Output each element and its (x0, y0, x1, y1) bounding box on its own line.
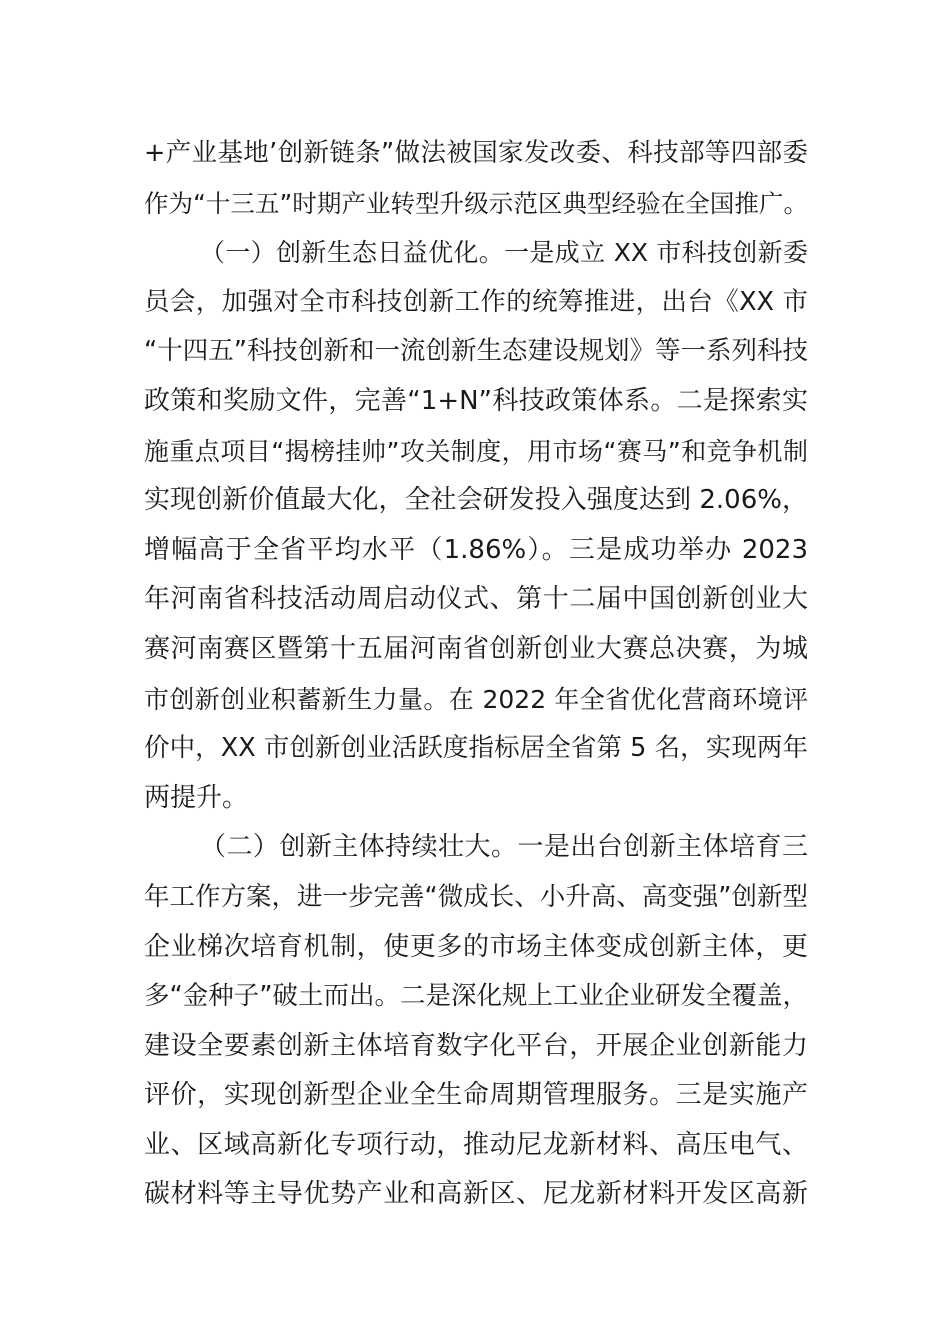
text-line: 建设全要素创新主体培育数字化平台，开展企业创新能力 (144, 1030, 808, 1061)
document-body (144, 129, 808, 1220)
text-line: 政策和奖励文件，完善“1+N”科技政策体系。二是探索实 (144, 385, 808, 416)
text-line: 施重点项目“揭榜挂帅”攻关制度，用市场“赛马”和竞争机制 (144, 436, 808, 466)
text-line: 碳材料等主导优势产业和高新区、尼龙新材料开发区高新 (144, 1179, 808, 1210)
text-line: +产业基地’创新链条”做法被国家发改委、科技部等四部委 (144, 138, 808, 168)
text-line: 实现创新价值最大化，全社会研发投入强度达到 2.06%， (144, 485, 808, 516)
text-line: 增幅高于全省平均水平（1.86%）。三是成功举办 2023 (144, 534, 808, 565)
paragraph-heading-line: （一）创新生态日益优化。一是成立 XX 市科技创新委 (200, 238, 808, 268)
text-line: 价中，XX 市创新创业活跃度指标居全省第 5 名，实现两年 (144, 733, 808, 764)
text-line: 多“金种子”破土而出。二是深化规上工业企业研发全覆盖， (144, 981, 808, 1012)
text-line: 业、区域高新化专项行动，推动尼龙新材料、高压电气、 (144, 1129, 808, 1160)
text-line: 评价，实现创新型企业全生命周期管理服务。三是实施产 (144, 1080, 808, 1111)
text-line: 企业梯次培育机制，使更多的市场主体变成创新主体，更 (144, 931, 808, 962)
text-line: 员会，加强对全市科技创新工作的统筹推进，出台《XX 市 (144, 286, 808, 317)
text-line: 作为“十三五”时期产业转型升级示范区典型经验在全国推广。 (144, 188, 808, 218)
paragraph-heading-line: （二）创新主体持续壮大。一是出台创新主体培育三 (200, 832, 808, 863)
text-line: 年河南省科技活动周启动仪式、第十二届中国创新创业大 (144, 584, 808, 615)
text-line: “十四五”科技创新和一流创新生态建设规划》等一系列科技 (144, 336, 808, 367)
text-line: 年工作方案，进一步完善“微成长、小升高、高变强”创新型 (144, 881, 808, 912)
text-line: 市创新创业积蓄新生力量。在 2022 年全省优化营商环境评 (144, 684, 808, 714)
text-line: 两提升。 (144, 782, 249, 813)
text-line: 赛河南赛区暨第十五届河南省创新创业大赛总决赛，为城 (144, 633, 808, 664)
